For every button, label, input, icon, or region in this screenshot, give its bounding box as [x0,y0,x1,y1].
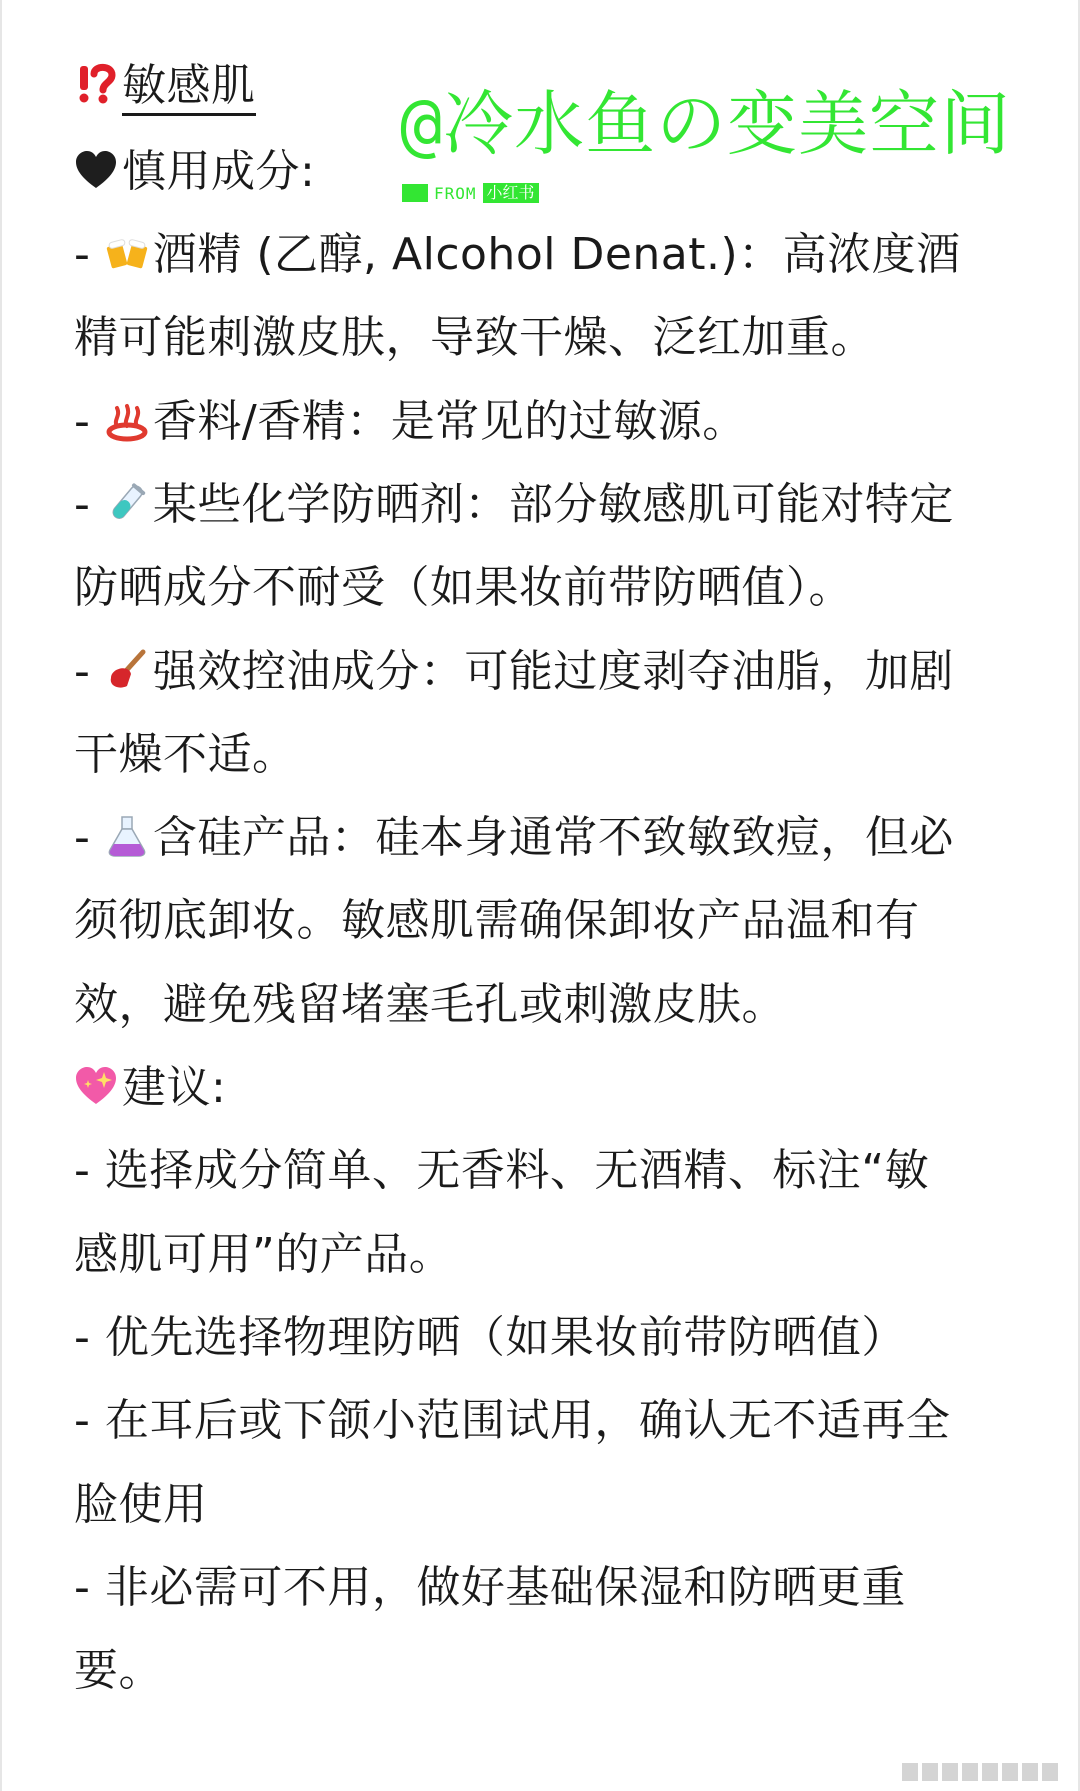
page-indicator-dot [962,1763,982,1781]
item-text: 酒精 (乙醇, Alcohol Denat.)：高浓度酒 [152,229,961,280]
page-title: 敏感肌 [122,60,256,116]
page-indicator-dot [922,1763,942,1781]
bullet-dash: - [74,479,105,530]
bullet-dash: - [74,229,105,280]
page-indicator-dot [942,1763,962,1781]
page-indicator [902,1763,1062,1781]
sparkling-heart-icon [74,1064,118,1108]
item-text: 含硅产品：硅本身通常不致敏致痘，但必 [152,812,954,863]
heading-line [74,56,1034,116]
list-item-continuation: 防晒成分不耐受（如果妆前带防晒值）。 [74,562,853,613]
caution-heading [74,142,1034,202]
advice-label: 建议: [122,1062,227,1113]
list-item-continuation: 须彻底卸妆。敏感肌需确保卸妆产品温和有 [74,895,920,946]
black-heart-icon [74,148,118,192]
caution-label: 慎用成分: [122,146,316,197]
bullet-dash: - [74,646,105,697]
beer-mugs-icon [105,231,149,275]
page-indicator-dot [982,1763,1002,1781]
list-item [74,642,1034,702]
list-item [74,392,1034,452]
bullet-dash: - [74,812,105,863]
list-item-continuation: 干燥不适。 [74,729,297,780]
hot-springs-icon [105,398,149,442]
advice-line: 要。 [74,1645,163,1696]
bullet-dash: - [74,396,105,447]
list-item [74,808,1034,868]
list-item-continuation: 效，避免残留堵塞毛孔或刺激皮肤。 [74,979,786,1030]
advice-line: 感肌可用”的产品。 [74,1229,454,1280]
list-item-continuation: 精可能刺激皮肤，导致干燥、泛红加重。 [74,312,875,363]
advice-line: 脸使用 [74,1479,208,1530]
advice-heading [74,1058,1034,1118]
item-text: 强效控油成分：可能过度剥夺油脂，加剧 [152,646,954,697]
plunger-icon [105,648,149,692]
page-indicator-dot [1042,1763,1062,1781]
advice-line: - 选择成分简单、无香料、无酒精、标注“敏 [74,1145,930,1196]
page-indicator-dot [1002,1763,1022,1781]
flask-icon [105,814,149,858]
advice-line: - 优先选择物理防晒（如果妆前带防晒值） [74,1312,906,1363]
item-text: 香料/香精：是常见的过敏源。 [152,396,747,447]
page-indicator-dot [902,1763,922,1781]
item-text: 某些化学防晒剂：部分敏感肌可能对特定 [152,479,954,530]
advice-line: - 在耳后或下颌小范围试用，确认无不适再全 [74,1395,951,1446]
advice-line: - 非必需可不用，做好基础保湿和防晒更重 [74,1562,906,1613]
page-indicator-dot [1022,1763,1042,1781]
watermark-from: FROM [434,183,477,203]
watermark-handle: @冷水鱼の变美空间 [400,83,1012,165]
test-tube-icon [105,481,149,525]
list-item [74,475,1034,535]
watermark-brand: 小红书 [483,183,539,203]
exclamation-question-icon [74,62,118,106]
list-item [74,225,1034,285]
